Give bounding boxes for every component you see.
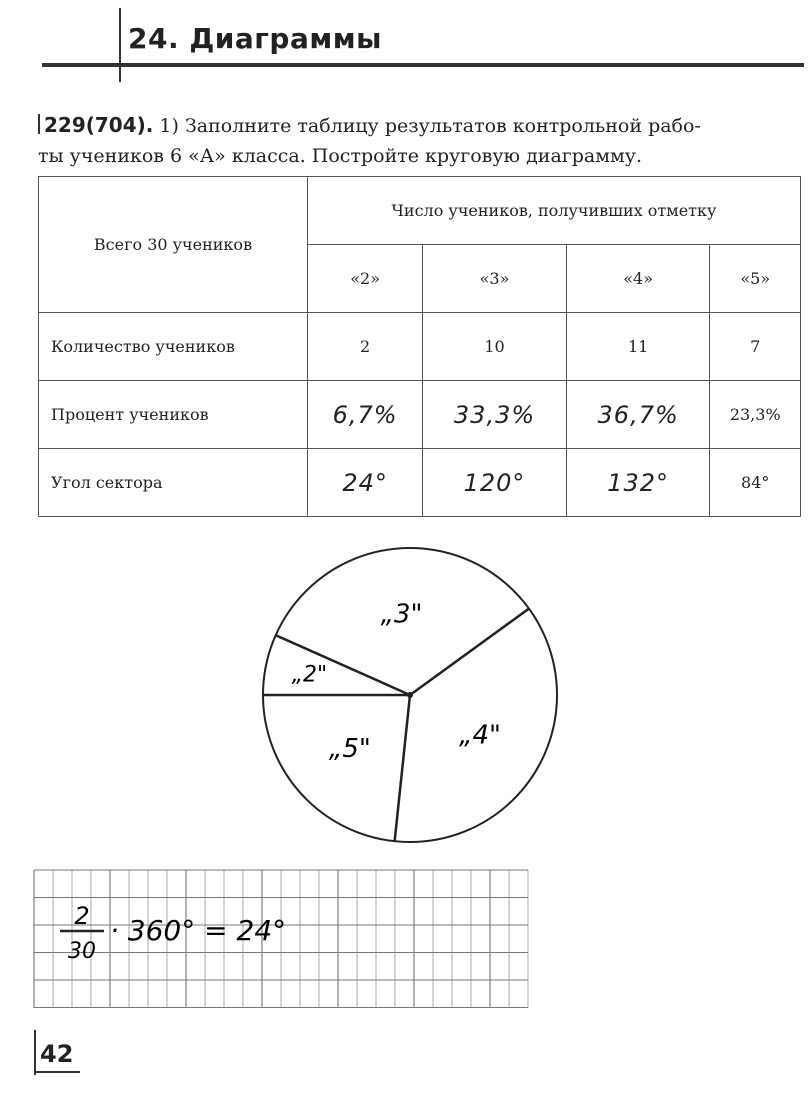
pie-center [407, 692, 413, 698]
pie-sector-boundary [395, 695, 410, 841]
row-label-percent: Процент учеников [39, 381, 308, 449]
table-cell: 23,3% [710, 381, 801, 449]
table-cell: 11 [566, 313, 710, 381]
table-cell: 7 [710, 313, 801, 381]
table-cell-handwritten: 120° [423, 449, 567, 517]
calculation [60, 902, 286, 964]
table-cell-handwritten: 6,7% [308, 381, 423, 449]
calc-numerator: 2 [74, 902, 90, 930]
table-group-header: Число учеников, получивших отметку [308, 177, 801, 245]
table-cell-handwritten: 33,3% [423, 381, 567, 449]
grade-header-5: «5» [710, 245, 801, 313]
pie-chart [263, 548, 557, 842]
pie-slice-label: „4" [459, 720, 502, 751]
table-cell-handwritten: 36,7% [566, 381, 710, 449]
table-cell-handwritten: 132° [566, 449, 710, 517]
pie-slice-label: „2" [291, 662, 328, 688]
calc-expression: · 360° = 24° [110, 914, 287, 947]
row-label-angle: Угол сектора [39, 449, 308, 517]
task-text-line2: ты учеников 6 «А» класса. Постройте круговую диаграмму. [38, 145, 643, 167]
pie-slice-label: „3" [380, 599, 423, 630]
page-number-bar [34, 1030, 36, 1075]
page-title: 24. Диаграммы [128, 22, 382, 55]
table-cell-handwritten: 24° [308, 449, 423, 517]
table-cell: 10 [423, 313, 567, 381]
table-corner-label: Всего 30 учеников [39, 177, 308, 313]
task-number: 229(704). [44, 113, 154, 137]
pie-slice-label: „5" [328, 734, 371, 765]
table-cell: 84° [710, 449, 801, 517]
calc-denominator: 30 [68, 939, 96, 964]
page-number: 42 [40, 1040, 74, 1068]
pie-sector-boundary [410, 609, 529, 695]
grade-header-3: «3» [423, 245, 567, 313]
row-label-count: Количество учеников [39, 313, 308, 381]
task-text-line1: 1) Заполните таблицу результатов контрольной рабо- [159, 115, 701, 137]
grade-header-4: «4» [566, 245, 710, 313]
grade-header-2: «2» [308, 245, 423, 313]
table-cell: 2 [308, 313, 423, 381]
page-number-underline [34, 1071, 80, 1073]
